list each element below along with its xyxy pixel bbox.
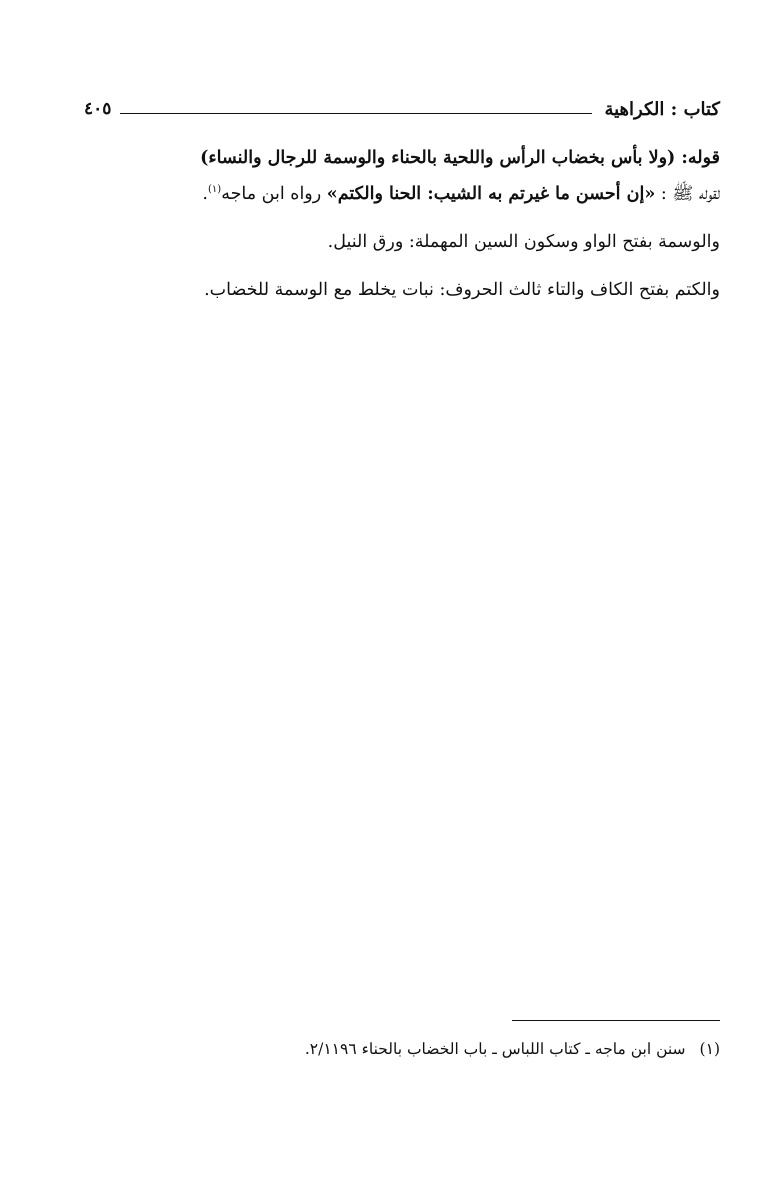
paragraph-wasma-definition: والوسمة بفتح الواو وسكون السين المهملة: ورق النيل. [327,232,720,252]
chapter-title: كتاب : الكراهية [604,99,720,120]
footnote-number: (١) [699,1040,720,1058]
paragraph-gap [80,212,720,224]
footnote-reference[interactable]: (١) [208,184,222,196]
hadith-end: . [202,184,208,204]
running-header [84,96,720,124]
header-rule [120,113,592,114]
footnote-1 [200,1034,720,1064]
main-text [80,140,720,308]
paragraph-gap [80,260,720,272]
hadith-source: رواه ابن ماجه [221,184,327,204]
footnote-divider [512,1020,720,1021]
paragraph-katam-definition: والكتم بفتح الكاف والتاء ثالث الحروف: نبات يخلط مع الوسمة للخضاب. [204,280,720,300]
footnote-text: سنن ابن ماجه ـ كتاب اللباس ـ باب الخضاب بالحناء ٢/١١٩٦. [304,1040,686,1058]
page-number: ٤٠٥ [84,99,112,119]
paragraph-hadith [80,176,720,212]
hadith-intro: لقوله ﷺ : [655,184,720,204]
hadith-quote: «إن أحسن ما غيرتم به الشيب: الحنا والكتم» [326,184,656,204]
paragraph-quote-heading: قوله: (ولا بأس بخضاب الرأس واللحية بالحناء والوسمة للرجال والنساء) [200,148,720,168]
